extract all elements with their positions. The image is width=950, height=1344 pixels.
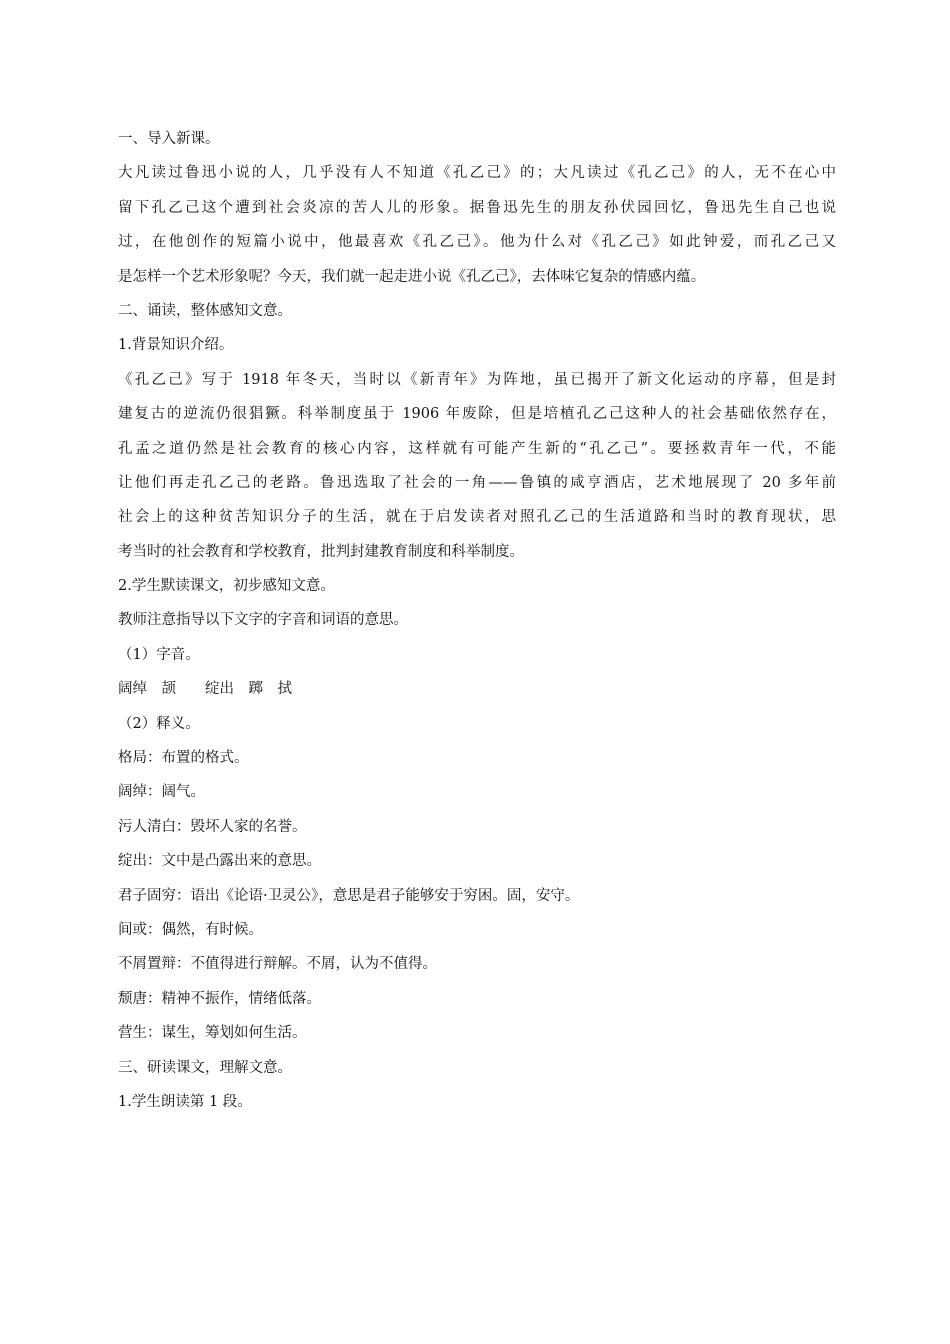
pronunciation-words: 阔绰 颉 绽出 踯 拭 (118, 681, 292, 698)
instruction-line: 教师注意指导以下文字的字音和词语的意思。 (118, 612, 408, 629)
paragraph-line: 考当时的社会教育和学校教育，批判封建教育制度和科举制度。 (118, 543, 524, 560)
definition-item: 绽出：文中是凸露出来的意思。 (118, 853, 321, 870)
section-heading-study: 三、研读课文，理解文意。 (118, 1059, 292, 1076)
paragraph-line: 社会上的这种贫苦知识分子的生活，就在于启发读者对照孔乙己的生活道路和当时的教育现状，思 (118, 509, 836, 526)
paragraph-line: 过，在他创作的短篇小说中，他最喜欢《孔乙己》。他为什么对《孔乙己》如此钟爱，而孔乙己又 (118, 234, 836, 251)
subheading-read-aloud: 1.学生朗读第 1 段。 (118, 1093, 252, 1110)
definition-item: 间或：偶然，有时候。 (118, 921, 263, 938)
paragraph-line: 建复古的逆流仍很猖獗。科举制度虽于 1906 年废除，但是培植孔乙己这种人的社会基础依然存在， (118, 406, 836, 423)
definition-item: 阔绰：阔气。 (118, 784, 205, 801)
document-page (118, 122, 836, 1119)
subheading-definitions: （2）释义。 (118, 715, 200, 732)
subheading-background: 1.背景知识介绍。 (118, 337, 234, 354)
paragraph-line: 留下孔乙己这个遭到社会炎凉的苦人儿的形象。据鲁迅先生的朋友孙伏园回忆，鲁迅先生自己也说 (118, 199, 836, 216)
definition-item: 君子固穷：语出《论语·卫灵公》，意思是君子能够安于穷困。固，安守。 (118, 887, 580, 904)
definition-item: 营生：谋生，筹划如何生活。 (118, 1025, 307, 1042)
definition-item: 污人清白：毁坏人家的名誉。 (118, 818, 307, 835)
subheading-pronunciation: （1）字音。 (118, 646, 200, 663)
paragraph-line: 是怎样一个艺术形象呢？今天，我们就一起走进小说《孔乙己》，去体味它复杂的情感内蕴。 (118, 268, 706, 285)
definition-item: 不屑置辩：不值得进行辩解。不屑，认为不值得。 (118, 956, 437, 973)
definition-item: 格局：布置的格式。 (118, 750, 249, 767)
definition-item: 颓唐：精神不振作，情绪低落。 (118, 990, 321, 1007)
section-heading-reading: 二、诵读，整体感知文意。 (118, 302, 292, 319)
subheading-silent-reading: 2.学生默读课文，初步感知文意。 (118, 578, 335, 595)
paragraph-line: 大凡读过鲁迅小说的人，几乎没有人不知道《孔乙己》的；大凡读过《孔乙己》的人，无不在心中 (118, 165, 836, 182)
paragraph-line: 孔孟之道仍然是社会教育的核心内容，这样就有可能产生新的“孔乙己”。要拯救青年一代，不能 (118, 440, 836, 457)
paragraph-line: 《孔乙己》写于 1918 年冬天，当时以《新青年》为阵地，虽已揭开了新文化运动的序幕，但是封 (118, 371, 836, 388)
section-heading-intro: 一、导入新课。 (118, 131, 220, 147)
paragraph-line: 让他们再走孔乙己的老路。鲁迅选取了社会的一角——鲁镇的咸亨酒店，艺术地展现了 20 多年前 (118, 474, 836, 491)
